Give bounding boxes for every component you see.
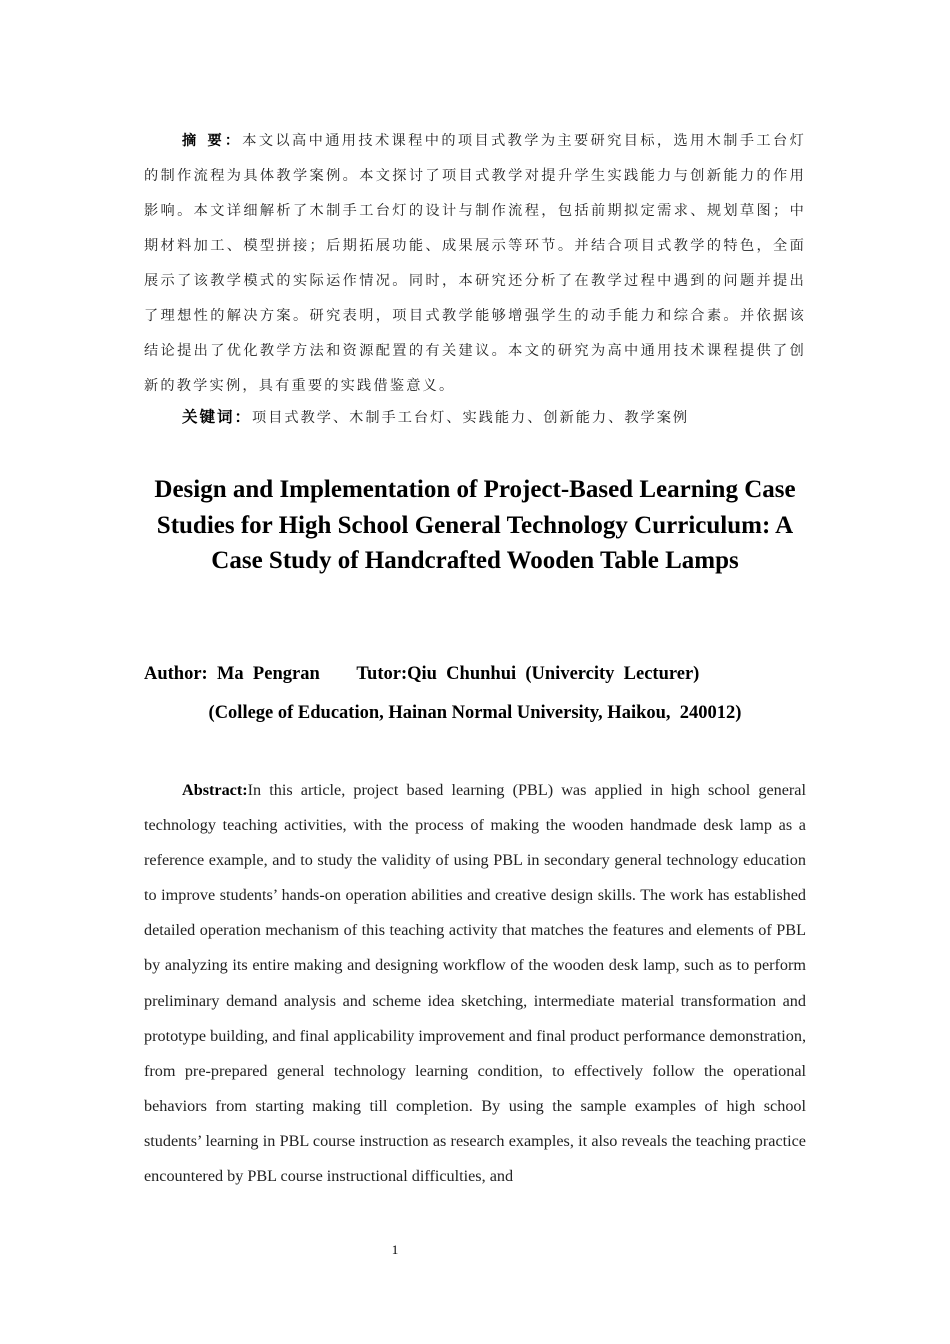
chinese-abstract	[144, 124, 806, 404]
chinese-abstract-label: 摘 要：	[182, 133, 243, 149]
affiliation-line: (College of Education, Hainan Normal University, Haikou, 240012)	[208, 703, 742, 723]
english-title: Design and Implementation of Project-Based Learning Case Studies for High School General Technology Curriculum: A Case Study of Handcrafted Wooden Table Lamps	[154, 476, 796, 574]
author-tutor-line: Author: Ma Pengran Tutor:Qiu Chunhui (Univercity Lecturer)	[144, 664, 700, 684]
english-abstract	[144, 773, 806, 1194]
english-abstract-text: In this article, project based learning (PBL) was applied in high school general technology teaching activities, with the process of making the wooden handmade desk lamp as a reference example, and to study the validity of using PBL in secondary general technology education to improve students’ hands-on operation abilities and creative design skills. The work has established detailed operation mechanism of this teaching activity that matches the features and elements of PBL by analyzing its entire making and designing workflow of the wooden desk lamp, such as to perform preliminary demand analysis and scheme idea sketching, intermediate material transformation and prototype building, and final applicability improvement and final product performance demonstration, from pre-prepared general technology learning condition, to effectively follow the operational behaviors from starting making till completion. By using the sample examples of high school students’ learning in PBL course instruction as research examples, it also reveals the teaching practice encountered by PBL course instructional difficulties, and	[144, 781, 806, 1186]
chinese-keywords-text: 项目式教学、木制手工台灯、实践能力、创新能力、教学案例	[252, 410, 690, 426]
chinese-keywords-label: 关键词：	[182, 408, 253, 426]
chinese-abstract-text: 本文以高中通用技术课程中的项目式教学为主要研究目标，选用木制手工台灯的制作流程为具体教学案例。本文探讨了项目式教学对提升学生实践能力与创新能力的作用影响。本文详细解析了木制手工台灯的设计与制作流程，包括前期拟定需求、规划草图；中期材料加工、模型拼接；后期拓展功能、成果展示等环节。并结合项目式教学的特色，全面展示了该教学模式的实际运作情况。同时，本研究还分析了在教学过程中遇到的问题并提出了理想性的解决方案。研究表明，项目式教学能够增强学生的动手能力和综合素。并依据该结论提出了优化教学方法和资源配置的有关建议。本文的研究为高中通用技术课程提供了创新的教学实例，具有重要的实践借鉴意义。	[144, 133, 806, 394]
page-number: 1	[391, 1242, 399, 1257]
chinese-keywords	[182, 402, 822, 433]
english-abstract-label: Abstract:	[182, 781, 248, 799]
